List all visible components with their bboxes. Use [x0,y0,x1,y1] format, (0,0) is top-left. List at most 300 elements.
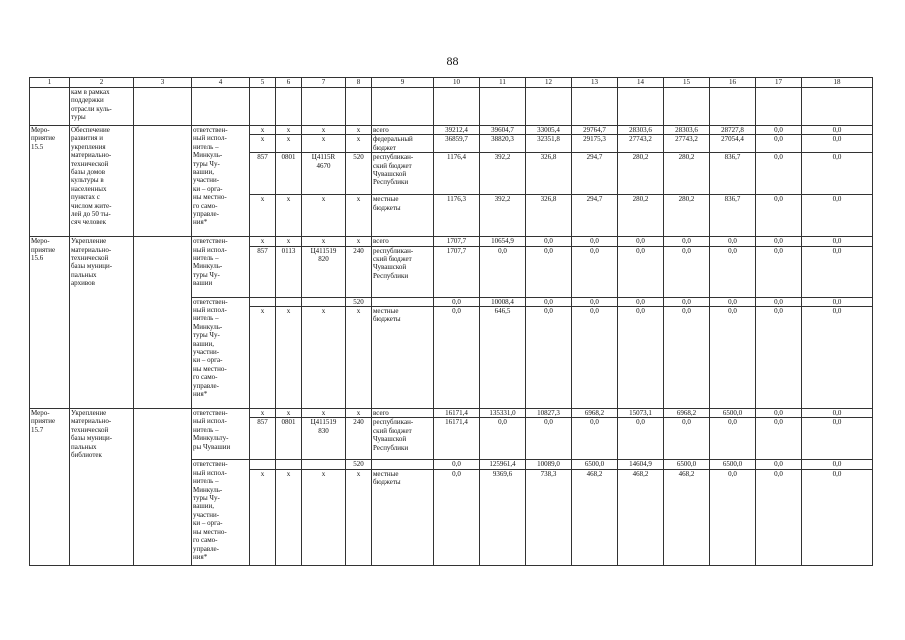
code-cell-text: 0801 [281,418,296,427]
code-cell [346,153,372,195]
value-cell-text: 0,0 [590,237,599,246]
value-cell [480,409,526,418]
value-cell-text: 0,0 [832,409,842,418]
measure-name [30,237,70,409]
code-cell-text: х [286,195,291,204]
value-cell [434,135,480,153]
value-cell [802,460,873,469]
code-cell-text: х [321,237,326,246]
code-cell [302,237,346,246]
value-cell-text: 0,0 [590,307,599,316]
code-cell-text: х [260,135,265,144]
code-cell [250,237,276,246]
value-cell [710,409,756,418]
value-cell [572,460,618,469]
value-cell-text: 10089,0 [537,460,560,469]
code-cell-text: Ц411519 830 [310,418,337,435]
value-cell-text: 326,8 [540,153,557,162]
value-cell-text: 14604,9 [629,460,652,469]
code-cell [302,195,346,237]
code-cell [276,246,302,297]
code-cell [250,297,276,306]
value-cell [618,297,664,306]
value-cell [572,409,618,418]
value-cell-text: 0,0 [832,297,842,306]
value-cell-text: 0,0 [452,460,461,469]
header-cell: 1 [30,78,70,88]
source-cell-text: республикан- ский бюджет Чувашской Республики [373,153,414,187]
code-cell [250,195,276,237]
value-cell-text: 27054,4 [721,135,744,144]
value-cell-text: 6500,0 [722,460,743,469]
source-cell [372,307,434,409]
value-cell-text: 0,0 [636,418,645,427]
table-row [30,126,873,135]
value-cell-text: 27743,2 [675,135,698,144]
code-cell [276,153,302,195]
value-cell [434,409,480,418]
value-cell [710,135,756,153]
source-cell [372,297,434,306]
code-cell-text: х [356,135,361,144]
code-cell [302,297,346,306]
executor-cell [192,460,250,565]
value-cell-text: 6500,0 [584,460,605,469]
code-cell-text: х [260,469,265,478]
source-cell-text: федеральный бюджет [373,135,413,152]
value-cell-text: 0,0 [590,418,599,427]
value-cell-text: 6500,0 [722,409,743,418]
code-cell-text: х [356,237,361,246]
value-cell [618,135,664,153]
value-cell [618,246,664,297]
code-cell [276,409,302,418]
value-cell [756,246,802,297]
code-cell [250,135,276,153]
empty-cell [134,237,192,409]
code-cell-text: х [260,307,265,316]
value-cell-text: 28303,6 [629,126,652,134]
value-cell [618,307,664,409]
source-cell-text: местные бюджеты [373,195,401,212]
value-cell-text: 294,7 [586,195,603,204]
code-cell-text: х [321,409,326,418]
continuation-row [30,88,873,126]
value-cell [526,460,572,469]
value-cell [526,297,572,306]
measure-description [70,237,134,409]
value-cell-text: 9369,6 [492,469,513,478]
code-cell-text: х [286,237,291,246]
value-cell-text: 6968,2 [584,409,605,418]
value-cell-text: 0,0 [728,246,737,255]
value-cell [756,126,802,135]
value-cell-text: 0,0 [636,237,645,246]
value-cell-text: 10008,4 [491,297,514,306]
value-cell [618,418,664,460]
value-cell [434,195,480,237]
value-cell-text: 0,0 [498,418,507,427]
value-cell [802,195,873,237]
header-cell: 6 [276,78,302,88]
value-cell [710,297,756,306]
code-cell [250,126,276,135]
value-cell [480,246,526,297]
value-cell [480,135,526,153]
code-cell-text: х [260,195,265,204]
header-cell: 18 [802,78,873,88]
source-cell-text: местные бюджеты [373,469,401,487]
value-cell [664,307,710,409]
header-cell: 10 [434,78,480,88]
code-cell [302,246,346,297]
value-cell [710,460,756,469]
header-cell: 13 [572,78,618,88]
value-cell-text: 28727,8 [721,126,744,134]
value-cell-text: 0,0 [544,297,553,306]
value-cell-text: 39212,4 [445,126,468,134]
continuation-text: кам в рамках поддержки отрасли куль- туры [70,88,134,126]
value-cell-text: 0,0 [452,469,461,478]
header-cell: 14 [618,78,664,88]
value-cell [526,307,572,409]
budget-table [29,77,873,566]
value-cell [480,469,526,565]
value-cell [664,246,710,297]
value-cell-text: 36859,7 [445,135,468,144]
code-cell [250,418,276,460]
value-cell [756,469,802,565]
source-cell-text: всего [373,409,389,418]
value-cell-text: 0,0 [636,297,645,306]
code-cell [276,469,302,565]
code-cell-text: х [321,307,326,316]
code-cell-text: 520 [353,153,364,162]
code-cell-text: 0113 [281,246,296,255]
value-cell-text: 125961,4 [489,460,516,469]
value-cell-text: 0,0 [682,237,691,246]
code-cell [302,469,346,565]
value-cell [710,195,756,237]
value-cell [756,297,802,306]
value-cell [434,126,480,135]
value-cell [664,126,710,135]
measure-description-text: Обеспечение развития и укрепления материально- технической базы домов культуры в населенных пунктах с числом жите- лей до 50 ты- сяч человек [71,126,112,227]
value-cell [434,246,480,297]
value-cell-text: 0,0 [832,460,842,469]
code-cell [276,237,302,246]
source-cell-text: всего [373,126,389,134]
value-cell [526,237,572,246]
code-cell-text: х [260,409,265,418]
code-cell [250,307,276,409]
executor-cell [192,126,250,237]
value-cell-text: 10827,3 [537,409,560,418]
code-cell [346,237,372,246]
value-cell-text: 836,7 [724,195,741,204]
value-cell [434,460,480,469]
value-cell [710,126,756,135]
executor-cell-text: ответствен- ный испол- нитель – Минкуль- туры Чу- вашии, участни- ки – орга- ны местно- го само- управле- ния* [193,126,228,227]
value-cell-text: 0,0 [728,418,737,427]
value-cell [802,418,873,460]
value-cell [480,307,526,409]
value-cell-text: 0,0 [774,195,783,204]
value-cell [480,126,526,135]
table-row [30,237,873,246]
header-cell: 5 [250,78,276,88]
code-cell-text: х [286,126,291,134]
source-cell [372,246,434,297]
value-cell-text: 294,7 [586,153,603,162]
code-cell-text: 857 [257,418,268,427]
value-cell-text: 0,0 [774,153,783,162]
value-cell [526,418,572,460]
value-cell [480,153,526,195]
value-cell-text: 0,0 [728,297,737,306]
value-cell [802,409,873,418]
value-cell-text: 392,2 [494,153,511,162]
table-row [30,409,873,418]
code-cell [346,135,372,153]
value-cell [618,237,664,246]
value-cell-text: 280,2 [632,195,649,204]
value-cell [572,297,618,306]
value-cell-text: 0,0 [774,418,783,427]
value-cell [802,469,873,565]
measure-description-text: Укрепление материально- технической базы муници- пальных архивов [71,237,113,288]
source-cell [372,135,434,153]
value-cell-text: 0,0 [774,297,783,306]
measure-name-text: Меро- приятие 15.7 [31,409,56,434]
code-cell [276,460,302,469]
value-cell-text: 27743,2 [629,135,652,144]
value-cell-text: 29764,7 [583,126,606,134]
code-cell-text: х [321,126,326,134]
value-cell-text: 0,0 [774,246,783,255]
executor-cell-text: ответствен- ный испол- нитель – Минкуль- туры Чу- вашии, участни- ки – орга- ны местно- го само- управле- ния* [193,297,228,399]
value-cell-text: 0,0 [728,237,737,246]
value-cell-text: 0,0 [832,418,842,427]
value-cell-text: 39604,7 [491,126,514,134]
code-cell [302,460,346,469]
source-cell [372,195,434,237]
value-cell-text: 0,0 [590,297,599,306]
value-cell [664,297,710,306]
value-cell [664,469,710,565]
value-cell [710,153,756,195]
code-cell-text: 857 [257,153,268,162]
value-cell-text: 10654,9 [491,237,514,246]
code-cell [276,135,302,153]
code-cell-text: х [356,409,361,418]
value-cell-text: 6500,0 [676,460,697,469]
code-cell [346,246,372,297]
code-cell-text: Ц411519 820 [310,246,337,264]
value-cell [480,237,526,246]
value-cell-text: 0,0 [682,307,691,316]
code-cell-text: х [321,469,326,478]
code-cell-text: х [286,135,291,144]
measure-name [30,126,70,237]
header-cell: 3 [134,78,192,88]
value-cell [618,153,664,195]
value-cell-text: 0,0 [832,246,842,255]
value-cell-text: 0,0 [544,307,553,316]
source-cell [372,409,434,418]
code-cell [276,418,302,460]
value-cell [572,237,618,246]
value-cell [572,469,618,565]
code-cell [346,307,372,409]
value-cell [434,297,480,306]
value-cell [756,237,802,246]
value-cell [526,135,572,153]
header-cell: 12 [526,78,572,88]
value-cell [618,460,664,469]
code-cell [250,409,276,418]
value-cell-text: 6968,2 [676,409,697,418]
value-cell-text: 0,0 [774,469,783,478]
value-cell-text: 0,0 [774,135,783,144]
code-cell [276,126,302,135]
value-cell-text: 0,0 [728,307,737,316]
value-cell [710,246,756,297]
measure-name [30,409,70,566]
value-cell [756,307,802,409]
code-cell [346,126,372,135]
value-cell-text: 468,2 [586,469,603,478]
value-cell-text: 28303,6 [675,126,698,134]
value-cell-text: 0,0 [544,246,553,255]
value-cell [434,418,480,460]
code-cell-text: х [321,135,326,144]
executor-cell-text: ответствен- ный испол- нитель – Минкуль- туры Чу- вашии [193,237,228,288]
value-cell [572,418,618,460]
value-cell [802,126,873,135]
code-cell [346,418,372,460]
code-cell-text: 520 [353,460,364,469]
value-cell-text: 468,2 [678,469,695,478]
code-cell-text: х [356,195,361,204]
value-cell [526,246,572,297]
code-cell-text: х [356,307,361,316]
value-cell [480,195,526,237]
code-cell [302,409,346,418]
header-cell: 7 [302,78,346,88]
source-cell-text: местные бюджеты [373,307,401,324]
value-cell [664,237,710,246]
code-cell [346,195,372,237]
value-cell [572,135,618,153]
header-cell: 2 [70,78,134,88]
measure-name-text: Меро- приятие 15.5 [31,126,56,151]
code-cell [346,409,372,418]
page-number: 88 [446,54,459,68]
empty-cell [134,409,192,566]
value-cell-text: 0,0 [832,135,842,144]
value-cell [572,246,618,297]
value-cell-text: 0,0 [832,153,842,162]
code-cell-text: х [321,195,326,204]
header-cell: 8 [346,78,372,88]
value-cell [664,409,710,418]
value-cell-text: 326,8 [540,195,557,204]
value-cell [802,297,873,306]
value-cell [618,409,664,418]
value-cell-text: 0,0 [590,246,599,255]
header-cell: 16 [710,78,756,88]
value-cell-text: 0,0 [832,469,842,478]
value-cell-text: 0,0 [682,418,691,427]
value-cell [756,418,802,460]
code-cell [250,469,276,565]
executor-cell [192,297,250,408]
source-cell [372,237,434,246]
value-cell [434,469,480,565]
value-cell [710,469,756,565]
code-cell-text: х [286,307,291,316]
value-cell [756,195,802,237]
value-cell [526,126,572,135]
header-cell: 9 [372,78,434,88]
value-cell-text: 0,0 [832,195,842,204]
code-cell [302,135,346,153]
code-cell [276,307,302,409]
value-cell [434,237,480,246]
header-cell: 15 [664,78,710,88]
value-cell [756,460,802,469]
value-cell-text: 0,0 [682,297,691,306]
value-cell-text: 738,3 [540,469,557,478]
value-cell-text: 0,0 [682,246,691,255]
value-cell-text: 0,0 [498,246,507,255]
header-cell: 17 [756,78,802,88]
value-cell [480,418,526,460]
value-cell [664,460,710,469]
value-cell [480,297,526,306]
value-cell [802,307,873,409]
code-cell [346,297,372,306]
value-cell-text: 16171,4 [445,409,468,418]
value-cell [526,153,572,195]
measure-name-text: Меро- приятие 15.6 [31,237,56,263]
code-cell [250,460,276,469]
value-cell-text: 280,2 [632,153,649,162]
code-cell [276,297,302,306]
executor-cell [192,237,250,297]
value-cell-text: 16171,4 [445,418,468,427]
measure-description-text: Укрепление материально- технической базы муници- пальных библиотек [71,409,113,460]
source-cell-text: всего [373,237,389,246]
value-cell [664,195,710,237]
value-cell-text: 33005,4 [537,126,560,134]
empty-cell [134,126,192,237]
value-cell-text: 0,0 [728,469,737,478]
value-cell-text: 0,0 [774,460,783,469]
code-cell-text: 857 [257,246,268,255]
value-cell [572,126,618,135]
header-cell: 4 [192,78,250,88]
code-cell [302,153,346,195]
value-cell-text: 0,0 [832,126,842,134]
value-cell-text: 1176,4 [447,153,466,162]
value-cell-text: 646,5 [494,307,511,316]
value-cell-text: 32351,8 [537,135,560,144]
header-cell: 11 [480,78,526,88]
value-cell [756,135,802,153]
value-cell [572,307,618,409]
